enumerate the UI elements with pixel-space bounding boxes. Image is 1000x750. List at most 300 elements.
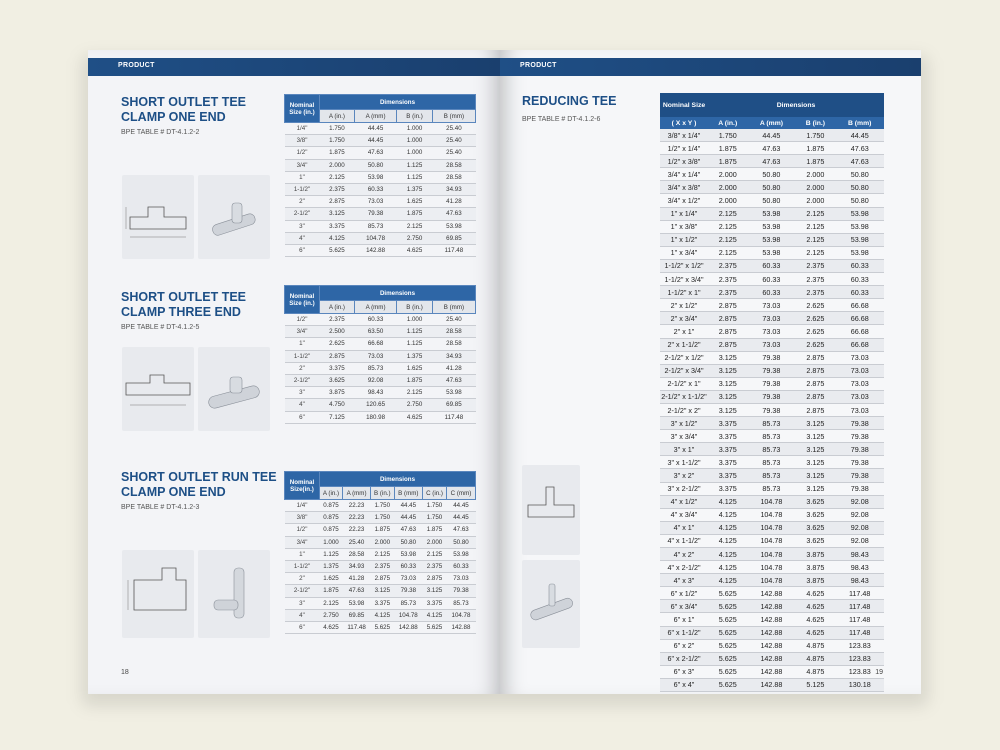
table-cell: 66.68 bbox=[835, 299, 884, 312]
table-cell: 73.03 bbox=[747, 312, 795, 325]
table-row bbox=[660, 155, 884, 168]
table-cell: 1-1/2" bbox=[285, 183, 320, 195]
table-cell: 1.750 bbox=[423, 512, 447, 524]
table-cell: 1.875 bbox=[320, 147, 355, 159]
tee-drawing-icon bbox=[522, 465, 580, 555]
table-column-header: B (mm) bbox=[432, 301, 475, 314]
table-cell: 53.98 bbox=[747, 233, 795, 246]
table-cell: 60.33 bbox=[835, 259, 884, 272]
table-cell: 3/4" bbox=[285, 159, 320, 171]
table-cell: 3" x 1" bbox=[660, 443, 708, 456]
table-cell: 85.73 bbox=[354, 220, 396, 232]
table-cell: 2.375 bbox=[708, 286, 747, 299]
table-cell: 5.625 bbox=[708, 587, 747, 600]
table-cell: 3/4" x 1/2" bbox=[660, 194, 708, 207]
table-cell: 34.93 bbox=[343, 560, 371, 572]
table-cell: 2.125 bbox=[371, 548, 394, 560]
table-cell: 2.875 bbox=[708, 312, 747, 325]
table-row bbox=[660, 443, 884, 456]
table-cell: 2.875 bbox=[708, 325, 747, 338]
table-cell: 50.80 bbox=[446, 536, 475, 548]
left-page bbox=[88, 50, 500, 694]
table-row bbox=[285, 350, 476, 362]
table-cell: 44.45 bbox=[446, 512, 475, 524]
table-cell: 3/8" bbox=[285, 512, 320, 524]
table-row bbox=[285, 171, 476, 183]
table-cell: 3.125 bbox=[795, 443, 835, 456]
table-cell: 2.500 bbox=[320, 326, 355, 338]
table-cell: 85.73 bbox=[747, 469, 795, 482]
table-cell: 3.125 bbox=[795, 417, 835, 430]
table-cell: 79.38 bbox=[354, 208, 396, 220]
table-cell: 3.875 bbox=[320, 387, 355, 399]
table-cell: 1.750 bbox=[320, 123, 355, 135]
table-cell: 25.40 bbox=[432, 147, 475, 159]
table-row bbox=[660, 142, 884, 155]
table-column-header: A (in.) bbox=[320, 110, 355, 123]
table-cell: 1" bbox=[285, 338, 320, 350]
table-cell: 3" bbox=[285, 387, 320, 399]
tee-drawing-icon bbox=[122, 175, 194, 259]
table-row bbox=[285, 338, 476, 350]
table-cell: 4.125 bbox=[708, 534, 747, 547]
table-cell: 2.375 bbox=[708, 273, 747, 286]
table-cell: 79.38 bbox=[446, 585, 475, 597]
table-cell: 2.875 bbox=[795, 351, 835, 364]
table-cell: 50.80 bbox=[835, 181, 884, 194]
table-cell: 28.58 bbox=[432, 171, 475, 183]
table-cell: 1.125 bbox=[397, 171, 433, 183]
table-cell: 2.375 bbox=[795, 286, 835, 299]
table-cell: 4" x 1-1/2" bbox=[660, 534, 708, 547]
table-header-dimensions: Dimensions bbox=[708, 93, 884, 117]
table-row bbox=[660, 259, 884, 272]
table-cell: 104.78 bbox=[747, 548, 795, 561]
table-cell: 3" bbox=[285, 220, 320, 232]
left-header-bar bbox=[88, 58, 500, 76]
table-cell: 6" x 1-1/2" bbox=[660, 626, 708, 639]
table-cell: 2-1/2" bbox=[285, 585, 320, 597]
section2-table bbox=[284, 285, 476, 424]
table-cell: 85.73 bbox=[747, 443, 795, 456]
table-cell: 5.625 bbox=[708, 613, 747, 626]
table-cell: 5.625 bbox=[708, 626, 747, 639]
table-cell: 2" x 1/2" bbox=[660, 299, 708, 312]
table-cell: 3" bbox=[285, 597, 320, 609]
table-cell: 4.125 bbox=[708, 508, 747, 521]
section2-subtitle: BPE TABLE # DT-4.1.2-5 bbox=[121, 324, 200, 331]
table-cell: 73.03 bbox=[747, 299, 795, 312]
table-cell: 2.375 bbox=[708, 259, 747, 272]
table-cell: 2" x 3/4" bbox=[660, 312, 708, 325]
reducing-tee-table bbox=[660, 93, 884, 692]
table-cell: 104.78 bbox=[747, 521, 795, 534]
table-cell: 117.48 bbox=[835, 613, 884, 626]
table-cell: 53.98 bbox=[432, 387, 475, 399]
table-cell: 2.125 bbox=[397, 220, 433, 232]
table-row bbox=[660, 430, 884, 443]
table-cell: 53.98 bbox=[343, 597, 371, 609]
table-row bbox=[285, 411, 476, 423]
table-cell: 2-1/2" bbox=[285, 208, 320, 220]
table-cell: 4" x 3" bbox=[660, 574, 708, 587]
table-cell: 3.125 bbox=[795, 482, 835, 495]
table-row bbox=[285, 147, 476, 159]
table-cell: 104.78 bbox=[747, 574, 795, 587]
table-row bbox=[285, 232, 476, 244]
table-cell: 73.03 bbox=[446, 573, 475, 585]
table-cell: 73.03 bbox=[835, 364, 884, 377]
table-column-header: B (mm) bbox=[394, 487, 423, 500]
table-cell: 1" bbox=[285, 171, 320, 183]
table-cell: 1-1/2" x 3/4" bbox=[660, 273, 708, 286]
table-cell: 85.73 bbox=[747, 430, 795, 443]
table-cell: 47.63 bbox=[343, 585, 371, 597]
table-cell: 1.375 bbox=[320, 560, 343, 572]
table-cell: 2.125 bbox=[320, 171, 355, 183]
table-cell: 6" x 1" bbox=[660, 613, 708, 626]
table-cell: 1.875 bbox=[397, 374, 433, 386]
table-cell: 79.38 bbox=[747, 390, 795, 403]
tee-drawing-icon bbox=[122, 550, 194, 638]
table-cell: 123.83 bbox=[835, 652, 884, 665]
table-cell: 3.375 bbox=[708, 430, 747, 443]
table-cell: 1.875 bbox=[423, 524, 447, 536]
table-cell: 3.125 bbox=[708, 364, 747, 377]
right-page bbox=[500, 50, 921, 694]
table-cell: 2.375 bbox=[423, 560, 447, 572]
table-row bbox=[660, 403, 884, 416]
table-cell: 3.375 bbox=[708, 456, 747, 469]
table-cell: 1-1/2" bbox=[285, 560, 320, 572]
table-cell: 1.625 bbox=[397, 362, 433, 374]
table-cell: 1.750 bbox=[320, 135, 355, 147]
table-cell: 3" x 2" bbox=[660, 469, 708, 482]
table-cell: 4" x 2-1/2" bbox=[660, 561, 708, 574]
table-cell: 44.45 bbox=[394, 500, 423, 512]
table-cell: 117.48 bbox=[343, 621, 371, 633]
table-cell: 1.375 bbox=[397, 183, 433, 195]
table-cell: 3.625 bbox=[795, 495, 835, 508]
table-cell: 3.375 bbox=[320, 220, 355, 232]
table-cell: 6" x 3/4" bbox=[660, 600, 708, 613]
tee-photo-icon bbox=[198, 175, 270, 259]
table-cell: 85.73 bbox=[446, 597, 475, 609]
table-cell: 4.875 bbox=[795, 665, 835, 678]
section2-diagram bbox=[122, 347, 194, 431]
table-cell: 1.750 bbox=[795, 129, 835, 142]
table-cell: 66.68 bbox=[354, 338, 396, 350]
table-cell: 3/4" x 1/4" bbox=[660, 168, 708, 181]
table-cell: 69.85 bbox=[432, 399, 475, 411]
table-row bbox=[660, 168, 884, 181]
table-cell: 3.125 bbox=[795, 456, 835, 469]
table-cell: 98.43 bbox=[354, 387, 396, 399]
table-row bbox=[285, 500, 476, 512]
table-cell: 1/4" bbox=[285, 123, 320, 135]
table-cell: 41.28 bbox=[343, 573, 371, 585]
reducing-tee-title: REDUCING TEE bbox=[522, 94, 617, 108]
table-row bbox=[285, 244, 476, 256]
table-cell: 47.63 bbox=[446, 524, 475, 536]
tee-photo-icon bbox=[198, 347, 270, 431]
table-cell: 4.625 bbox=[397, 244, 433, 256]
table-row bbox=[285, 597, 476, 609]
table-column-header: B (mm) bbox=[432, 110, 475, 123]
table-column-header: B (in.) bbox=[795, 117, 835, 129]
table-header-dimensions: Dimensions bbox=[320, 95, 476, 110]
table-cell: 3.875 bbox=[795, 561, 835, 574]
table-cell: 66.68 bbox=[835, 325, 884, 338]
table-cell: 2.125 bbox=[708, 246, 747, 259]
section3-subtitle: BPE TABLE # DT-4.1.2-3 bbox=[121, 504, 200, 511]
table-cell: 3.375 bbox=[371, 597, 394, 609]
table-column-header: B (in.) bbox=[397, 110, 433, 123]
table-cell: 73.03 bbox=[835, 390, 884, 403]
table-cell: 60.33 bbox=[835, 286, 884, 299]
table-cell: 2" bbox=[285, 573, 320, 585]
table-cell: 2.750 bbox=[320, 609, 343, 621]
table-cell: 98.43 bbox=[835, 548, 884, 561]
table-row bbox=[285, 183, 476, 195]
table-cell: 2.375 bbox=[320, 314, 355, 326]
table-cell: 60.33 bbox=[354, 183, 396, 195]
table-row bbox=[285, 326, 476, 338]
right-header-bar bbox=[500, 58, 921, 76]
table-cell: 3.375 bbox=[708, 417, 747, 430]
table-row bbox=[660, 338, 884, 351]
table-cell: 92.08 bbox=[835, 508, 884, 521]
table-header-dimensions: Dimensions bbox=[320, 286, 476, 301]
table-column-header: A (mm) bbox=[747, 117, 795, 129]
section2-photo bbox=[198, 347, 270, 431]
table-cell: 92.08 bbox=[835, 495, 884, 508]
table-cell: 1.625 bbox=[320, 573, 343, 585]
table-cell: 92.08 bbox=[835, 534, 884, 547]
table-cell: 34.93 bbox=[432, 350, 475, 362]
table-cell: 1.000 bbox=[397, 314, 433, 326]
table-cell: 5.625 bbox=[423, 621, 447, 633]
table-cell: 6" bbox=[285, 621, 320, 633]
table-cell: 2.875 bbox=[320, 196, 355, 208]
tee-photo-icon bbox=[522, 560, 580, 648]
table-cell: 1" x 3/8" bbox=[660, 220, 708, 233]
table-cell: 2.000 bbox=[708, 181, 747, 194]
table-cell: 4" bbox=[285, 399, 320, 411]
table-cell: 22.23 bbox=[343, 500, 371, 512]
table-cell: 50.80 bbox=[747, 168, 795, 181]
table-row bbox=[660, 312, 884, 325]
table-cell: 79.38 bbox=[747, 364, 795, 377]
table-cell: 120.65 bbox=[354, 399, 396, 411]
table-cell: 104.78 bbox=[354, 232, 396, 244]
table-cell: 1.875 bbox=[795, 155, 835, 168]
table-cell: 2" x 1" bbox=[660, 325, 708, 338]
table-cell: 4.125 bbox=[708, 548, 747, 561]
table-cell: 73.03 bbox=[354, 350, 396, 362]
table-cell: 2-1/2" bbox=[285, 374, 320, 386]
table-column-header: B (mm) bbox=[835, 117, 884, 129]
table-cell: 73.03 bbox=[747, 325, 795, 338]
table-row bbox=[660, 417, 884, 430]
table-cell: 69.85 bbox=[343, 609, 371, 621]
table-row bbox=[660, 652, 884, 665]
table-cell: 2.875 bbox=[423, 573, 447, 585]
table-row bbox=[285, 621, 476, 633]
table-cell: 2.125 bbox=[795, 207, 835, 220]
table-cell: 25.40 bbox=[432, 314, 475, 326]
table-cell: 25.40 bbox=[432, 135, 475, 147]
table-cell: 1" x 3/4" bbox=[660, 246, 708, 259]
tee-photo-icon bbox=[198, 550, 270, 638]
left-header-label: PRODUCT bbox=[118, 62, 155, 69]
section1-table bbox=[284, 94, 476, 257]
table-cell: 60.33 bbox=[835, 273, 884, 286]
table-cell: 1.750 bbox=[371, 500, 394, 512]
table-cell: 104.78 bbox=[747, 561, 795, 574]
table-cell: 1.875 bbox=[371, 524, 394, 536]
table-cell: 53.98 bbox=[446, 548, 475, 560]
table-row bbox=[660, 665, 884, 678]
table-cell: 5.625 bbox=[708, 678, 747, 691]
table-cell: 4.625 bbox=[795, 600, 835, 613]
table-row bbox=[660, 495, 884, 508]
table-cell: 2.875 bbox=[795, 364, 835, 377]
table-cell: 47.63 bbox=[394, 524, 423, 536]
table-cell: 104.78 bbox=[747, 508, 795, 521]
table-cell: 3" x 2-1/2" bbox=[660, 482, 708, 495]
table-cell: 2.875 bbox=[371, 573, 394, 585]
table-cell: 3/4" bbox=[285, 326, 320, 338]
table-cell: 63.50 bbox=[354, 326, 396, 338]
table-cell: 3.625 bbox=[795, 534, 835, 547]
table-cell: 53.98 bbox=[835, 207, 884, 220]
table-cell: 4.125 bbox=[423, 609, 447, 621]
table-row bbox=[285, 536, 476, 548]
table-row bbox=[285, 196, 476, 208]
section3-diagram bbox=[122, 550, 194, 638]
table-cell: 130.18 bbox=[835, 678, 884, 691]
table-cell: 4" x 1" bbox=[660, 521, 708, 534]
table-cell: 25.40 bbox=[432, 123, 475, 135]
table-cell: 0.875 bbox=[320, 500, 343, 512]
table-cell: 44.45 bbox=[394, 512, 423, 524]
table-cell: 69.85 bbox=[432, 232, 475, 244]
table-cell: 4.125 bbox=[708, 574, 747, 587]
table-row bbox=[660, 129, 884, 142]
table-cell: 1.750 bbox=[423, 500, 447, 512]
table-cell: 28.58 bbox=[432, 159, 475, 171]
table-cell: 3" x 1/2" bbox=[660, 417, 708, 430]
table-cell: 47.63 bbox=[432, 208, 475, 220]
table-cell: 3.375 bbox=[320, 362, 355, 374]
table-cell: 85.73 bbox=[747, 456, 795, 469]
table-cell: 28.58 bbox=[432, 338, 475, 350]
table-row bbox=[660, 286, 884, 299]
table-cell: 6" bbox=[285, 244, 320, 256]
table-cell: 53.98 bbox=[394, 548, 423, 560]
table-cell: 117.48 bbox=[432, 244, 475, 256]
table-cell: 1.625 bbox=[397, 196, 433, 208]
reducing-tee-diagram bbox=[522, 465, 580, 555]
table-cell: 50.80 bbox=[747, 194, 795, 207]
table-header-dimensions: Dimensions bbox=[320, 472, 476, 487]
table-cell: 2.125 bbox=[795, 233, 835, 246]
table-cell: 5.625 bbox=[708, 652, 747, 665]
table-cell: 1/2" bbox=[285, 147, 320, 159]
table-cell: 3/4" bbox=[285, 536, 320, 548]
table-header-nominal-size: Nominal Size(in.) bbox=[285, 472, 320, 500]
table-cell: 53.98 bbox=[747, 207, 795, 220]
table-cell: 5.625 bbox=[320, 244, 355, 256]
table-cell: 1.875 bbox=[320, 585, 343, 597]
table-cell: 2.000 bbox=[795, 181, 835, 194]
table-row bbox=[285, 362, 476, 374]
table-row bbox=[660, 456, 884, 469]
table-column-header: A (in.) bbox=[320, 487, 343, 500]
table-cell: 1-1/2" x 1/2" bbox=[660, 259, 708, 272]
table-cell: 104.78 bbox=[747, 495, 795, 508]
table-cell: 2.375 bbox=[320, 183, 355, 195]
table-row bbox=[660, 587, 884, 600]
table-cell: 1/2" x 1/4" bbox=[660, 142, 708, 155]
table-cell: 1.125 bbox=[397, 338, 433, 350]
table-cell: 2.625 bbox=[795, 338, 835, 351]
table-row bbox=[660, 482, 884, 495]
table-cell: 4.625 bbox=[795, 613, 835, 626]
table-row bbox=[285, 135, 476, 147]
table-cell: 1" x 1/4" bbox=[660, 207, 708, 220]
table-cell: 2.875 bbox=[795, 390, 835, 403]
table-cell: 85.73 bbox=[354, 362, 396, 374]
table-cell: 117.48 bbox=[835, 600, 884, 613]
right-page-number: 19 bbox=[875, 669, 883, 676]
table-cell: 3.625 bbox=[320, 374, 355, 386]
table-column-header: A (in.) bbox=[708, 117, 747, 129]
table-cell: 79.38 bbox=[835, 443, 884, 456]
table-cell: 47.63 bbox=[747, 155, 795, 168]
table-cell: 85.73 bbox=[747, 417, 795, 430]
table-row bbox=[285, 548, 476, 560]
table-cell: 3" x 1-1/2" bbox=[660, 456, 708, 469]
table-cell: 117.48 bbox=[835, 626, 884, 639]
table-cell: 2-1/2" x 1" bbox=[660, 377, 708, 390]
table-cell: 22.23 bbox=[343, 524, 371, 536]
section3-photo bbox=[198, 550, 270, 638]
right-header-label: PRODUCT bbox=[520, 62, 557, 69]
table-cell: 3.125 bbox=[795, 430, 835, 443]
section1-subtitle: BPE TABLE # DT-4.1.2-2 bbox=[121, 129, 200, 136]
table-row bbox=[285, 399, 476, 411]
table-cell: 5.625 bbox=[371, 621, 394, 633]
table-column-header: B (in.) bbox=[397, 301, 433, 314]
table-cell: 73.03 bbox=[354, 196, 396, 208]
table-cell: 3.375 bbox=[708, 469, 747, 482]
table-cell: 60.33 bbox=[354, 314, 396, 326]
table-row bbox=[660, 548, 884, 561]
table-cell: 53.98 bbox=[835, 220, 884, 233]
table-cell: 2.875 bbox=[320, 350, 355, 362]
table-cell: 50.80 bbox=[354, 159, 396, 171]
table-cell: 2-1/2" x 2" bbox=[660, 403, 708, 416]
table-cell: 1/4" bbox=[285, 500, 320, 512]
table-cell: 2.625 bbox=[795, 299, 835, 312]
table-cell: 123.83 bbox=[835, 665, 884, 678]
table-cell: 1-1/2" bbox=[285, 350, 320, 362]
table-row bbox=[660, 613, 884, 626]
table-cell: 2.125 bbox=[795, 220, 835, 233]
table-cell: 3.125 bbox=[708, 377, 747, 390]
